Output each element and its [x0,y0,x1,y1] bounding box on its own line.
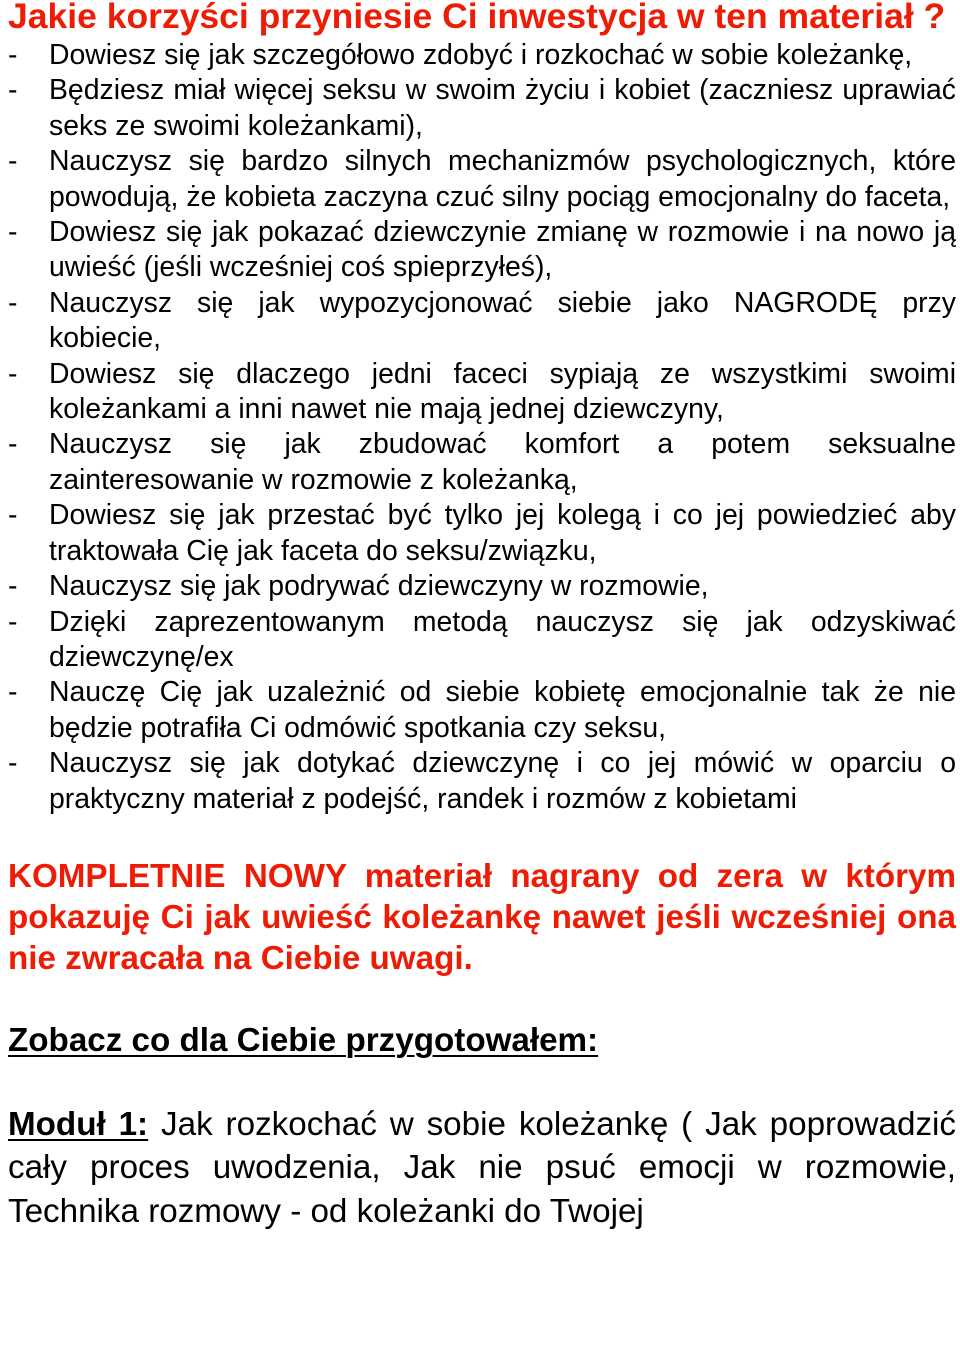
bullet-dash: - [8,357,18,390]
bullet-dash: - [8,216,18,249]
benefit-item [8,498,956,569]
bullet-dash: - [8,605,18,638]
benefit-text: Nauczysz się bardzo silnych mechanizmów psychologicznych, które powodują, że kobieta zaczyna czuć silny pociąg emocjonalny do faceta, [49,145,956,213]
benefit-text: Nauczysz się jak dotykać dziewczynę i co jej mówić w oparciu o praktyczny materiał z podejść, randek i rozmów z kobietami [49,747,956,815]
benefit-text: Nauczysz się jak zbudować komfort a potem seksualne zainteresowanie w rozmowie z koleżanką, [49,428,956,496]
module-label: Moduł 1: [8,1105,149,1143]
bullet-dash: - [8,428,18,461]
benefit-item [8,357,956,428]
bullet-dash: - [8,570,18,603]
heading: Jakie korzyści przyniesie Ci inwestycja w ten materiał ? [8,0,946,36]
module-text: Jak rozkochać w sobie koleżankę ( Jak poprowadzić cały proces uwodzenia, Jak nie psuć emocji w rozmowie, Technika rozmowy - od koleżanki do Twojej [8,1105,956,1230]
benefit-text: Dzięki zaprezentowanym metodą nauczysz się jak odzyskiwać dziewczynę/ex [49,605,956,673]
bullet-dash: - [8,39,18,71]
benefit-text: Dowiesz się dlaczego jedni faceci sypiają ze wszystkimi swoimi koleżankami a inni nawet nie mają jednej dziewczyny, [49,357,956,426]
benefit-item [8,675,956,746]
benefit-text: Dowiesz się jak pokazać dziewczynie zmianę w rozmowie i na nowo ją uwieść (jeśli wcześniej coś spieprzyłeś), [49,216,956,284]
benefit-text: Nauczysz się jak wypozycjonować siebie jako NAGRODĘ przy kobiecie, [49,286,956,355]
bullet-dash: - [8,145,18,178]
benefit-item [8,215,956,286]
bullet-dash: - [8,747,18,780]
highlight-paragraph: KOMPLETNIE NOWY materiał nagrany od zera w którym pokazuję Ci jak uwieść koleżankę nawet jeśli wcześniej ona nie zwracała na Ciebie uwagi. [8,857,956,978]
module-paragraph [8,1103,956,1234]
bullet-dash: - [8,286,18,319]
benefits-list [8,38,956,817]
bullet-dash: - [8,74,18,107]
benefit-item [8,73,956,144]
benefit-item [8,605,956,676]
benefit-item [8,286,956,357]
benefit-item [8,427,956,498]
bullet-dash: - [8,676,18,709]
benefit-text: Będziesz miał więcej seksu w swoim życiu i kobiet (zaczniesz uprawiać seks ze swoimi koleżankami), [49,74,956,142]
benefit-item [8,144,956,215]
benefit-text: Dowiesz się jak szczegółowo zdobyć i rozkochać w sobie koleżankę, [49,39,913,71]
document-content [8,0,956,1234]
benefit-text: Dowiesz się jak przestać być tylko jej kolegą i co jej powiedzieć aby traktowała Cię jak faceta do seksu/związku, [49,499,956,567]
benefit-item [8,746,956,817]
benefit-text: Nauczysz się jak podrywać dziewczyny w rozmowie, [49,570,709,603]
benefit-text: Nauczę Cię jak uzależnić od siebie kobietę emocjonalnie tak że nie będzie potrafiła Ci odmówić spotkania czy seksu, [49,676,956,744]
bullet-dash: - [8,499,18,532]
benefit-item [8,38,956,73]
benefit-item [8,569,956,604]
subheading: Zobacz co dla Ciebie przygotowałem: [8,1021,599,1059]
